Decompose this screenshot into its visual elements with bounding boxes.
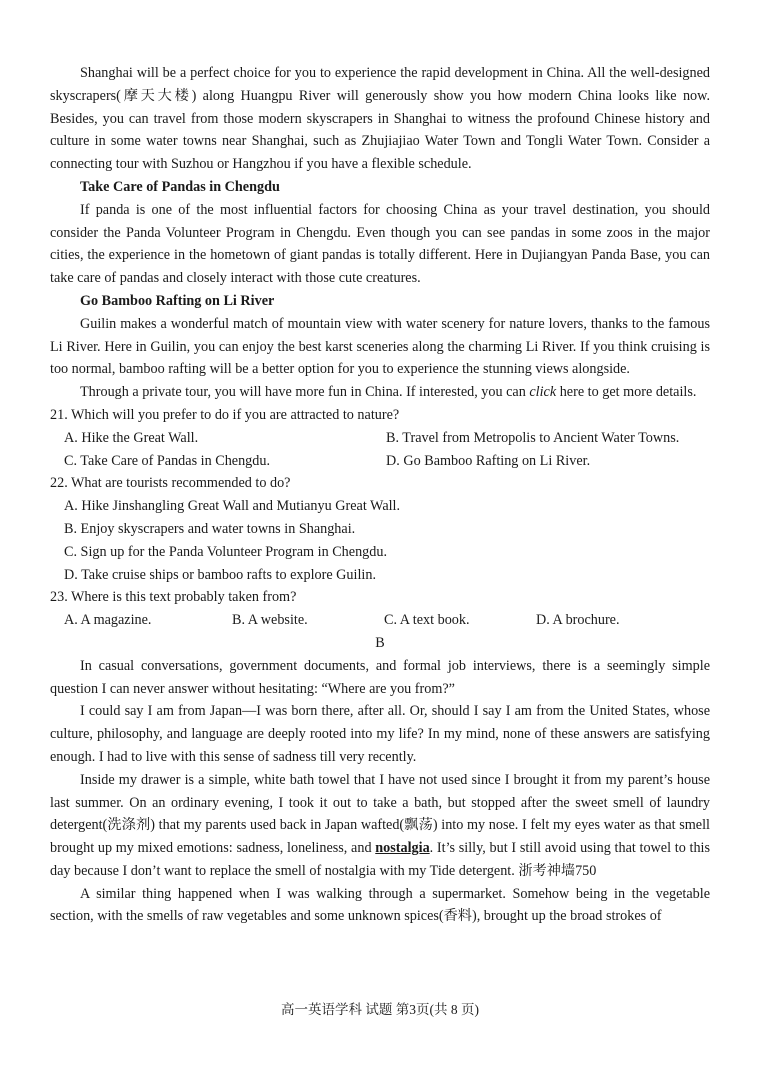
click-link[interactable]: click (529, 384, 557, 401)
bamboo-paragraph: Guilin makes a wonderful match of mountain view with water scenery for nature lovers, thanks to the famous Li River. Here in Guilin, you can enjoy the best karst sceneries along the charming Li River. If you think cruising is too normal, bamboo rafting will be a better option for you to experience the stunning views alongside. (50, 315, 710, 378)
closing-text-before: Through a private tour, you will have more fun in China. If interested, you can (80, 384, 530, 401)
closing-paragraph (50, 381, 710, 404)
heading-bamboo: Go Bamboo Rafting on Li River (80, 292, 275, 309)
question-22-option-d: D. Take cruise ships or bamboo rafts to explore Guilin. (64, 566, 376, 583)
question-21-options (50, 427, 710, 473)
question-21-stem: 21. Which will you prefer to do if you are attracted to nature? (50, 406, 400, 423)
underlined-word-nostalgia: nostalgia (375, 840, 430, 857)
question-21-option-a: A. Hike the Great Wall. (64, 429, 199, 446)
question-22-option-c: C. Sign up for the Panda Volunteer Program in Chengdu. (64, 543, 387, 560)
question-23 (50, 586, 710, 632)
page-content (50, 62, 710, 928)
paragraph-3-text-after: . It’s silly, but I still avoid using that towel to this day because I don’t want to replace the smell of nostalgia with my Tide detergent. 浙考神墙750 (50, 840, 710, 879)
heading-pandas: Take Care of Pandas in Chengdu (80, 178, 280, 195)
page-footer: 高一英语学科 试题 第3页(共 8 页) (281, 1002, 479, 1017)
shanghai-paragraph: Shanghai will be a perfect choice for you to experience the rapid development in China. All the well-designed skyscrapers(摩天大楼) along Huangpu River will generously show you how modern China looks like now. Besides, you can travel from those modern skyscrapers in Shanghai to witness the profound Chinese history and culture in some water towns near Shanghai, such as Zhujiajiao Water Town and Tongli Water Town. Consider a connecting tour with Suzhou or Hangzhou if you have a flexible schedule. (50, 65, 710, 173)
closing-text-after: here to get more details. (556, 384, 697, 401)
question-22-option-a: A. Hike Jinshangling Great Wall and Mutianyu Great Wall. (64, 498, 401, 515)
passage-b-paragraph-1: In casual conversations, government documents, and formal job interviews, there is a seemingly simple question I can never answer without hesitating: “Where are you from?” (50, 657, 710, 697)
passage-b-paragraph-2: I could say I am from Japan—I was born there, after all. Or, should I say I am from the United States, whose culture, philosophy, and language are deeply rooted into my life? In my mind, none of these answers are satisfying enough. I had to live with this sense of sadness till very recently. (50, 703, 710, 765)
question-21-option-d: D. Go Bamboo Rafting on Li River. (386, 452, 591, 469)
paragraph-3-text-before: Inside my drawer is a simple, white bath towel that I have not used since I brought it from my parent’s house last summer. On an ordinary evening, I took it out to take a bath, but stopped after the sweet smell of laundry detergent(洗涤剂) that my parents used back in Japan wafted(飘荡) into my nose. I felt my eyes water as that smell brought up my mixed emotions: sadness, loneliness, and (50, 771, 710, 857)
question-21 (50, 404, 710, 472)
question-23-stem: 23. Where is this text probably taken from? (50, 589, 297, 606)
question-22-stem: 22. What are tourists recommended to do? (50, 475, 291, 492)
question-22-option-b: B. Enjoy skyscrapers and water towns in Shanghai. (64, 520, 356, 537)
question-23-options (50, 609, 710, 632)
question-23-option-d: D. A brochure. (536, 612, 620, 629)
section-b-label: B (375, 634, 385, 651)
passage-b-paragraph-4: A similar thing happened when I was walking through a supermarket. Somehow being in the vegetable section, with the smells of raw vegetables and some unknown spices(香料), brought up the broad strokes of (50, 885, 710, 925)
passage-b-paragraph-3 (50, 769, 710, 883)
question-23-option-c: C. A text book. (384, 612, 470, 629)
question-21-option-b: B. Travel from Metropolis to Ancient Water Towns. (386, 429, 680, 446)
question-23-option-b: B. A website. (232, 612, 308, 629)
question-22 (50, 472, 710, 586)
pandas-paragraph: If panda is one of the most influential factors for choosing China as your travel destination, you should consider the Panda Volunteer Program in Chengdu. Even though you can see pandas in some zoos in the major cities, the experience in the hometown of giant pandas is totally different. Here in Dujiangyan Panda Base, you can take care of pandas and closely interact with those cute creatures. (50, 201, 710, 287)
question-23-option-a: A. A magazine. (64, 612, 152, 629)
question-21-option-c: C. Take Care of Pandas in Chengdu. (64, 452, 271, 469)
